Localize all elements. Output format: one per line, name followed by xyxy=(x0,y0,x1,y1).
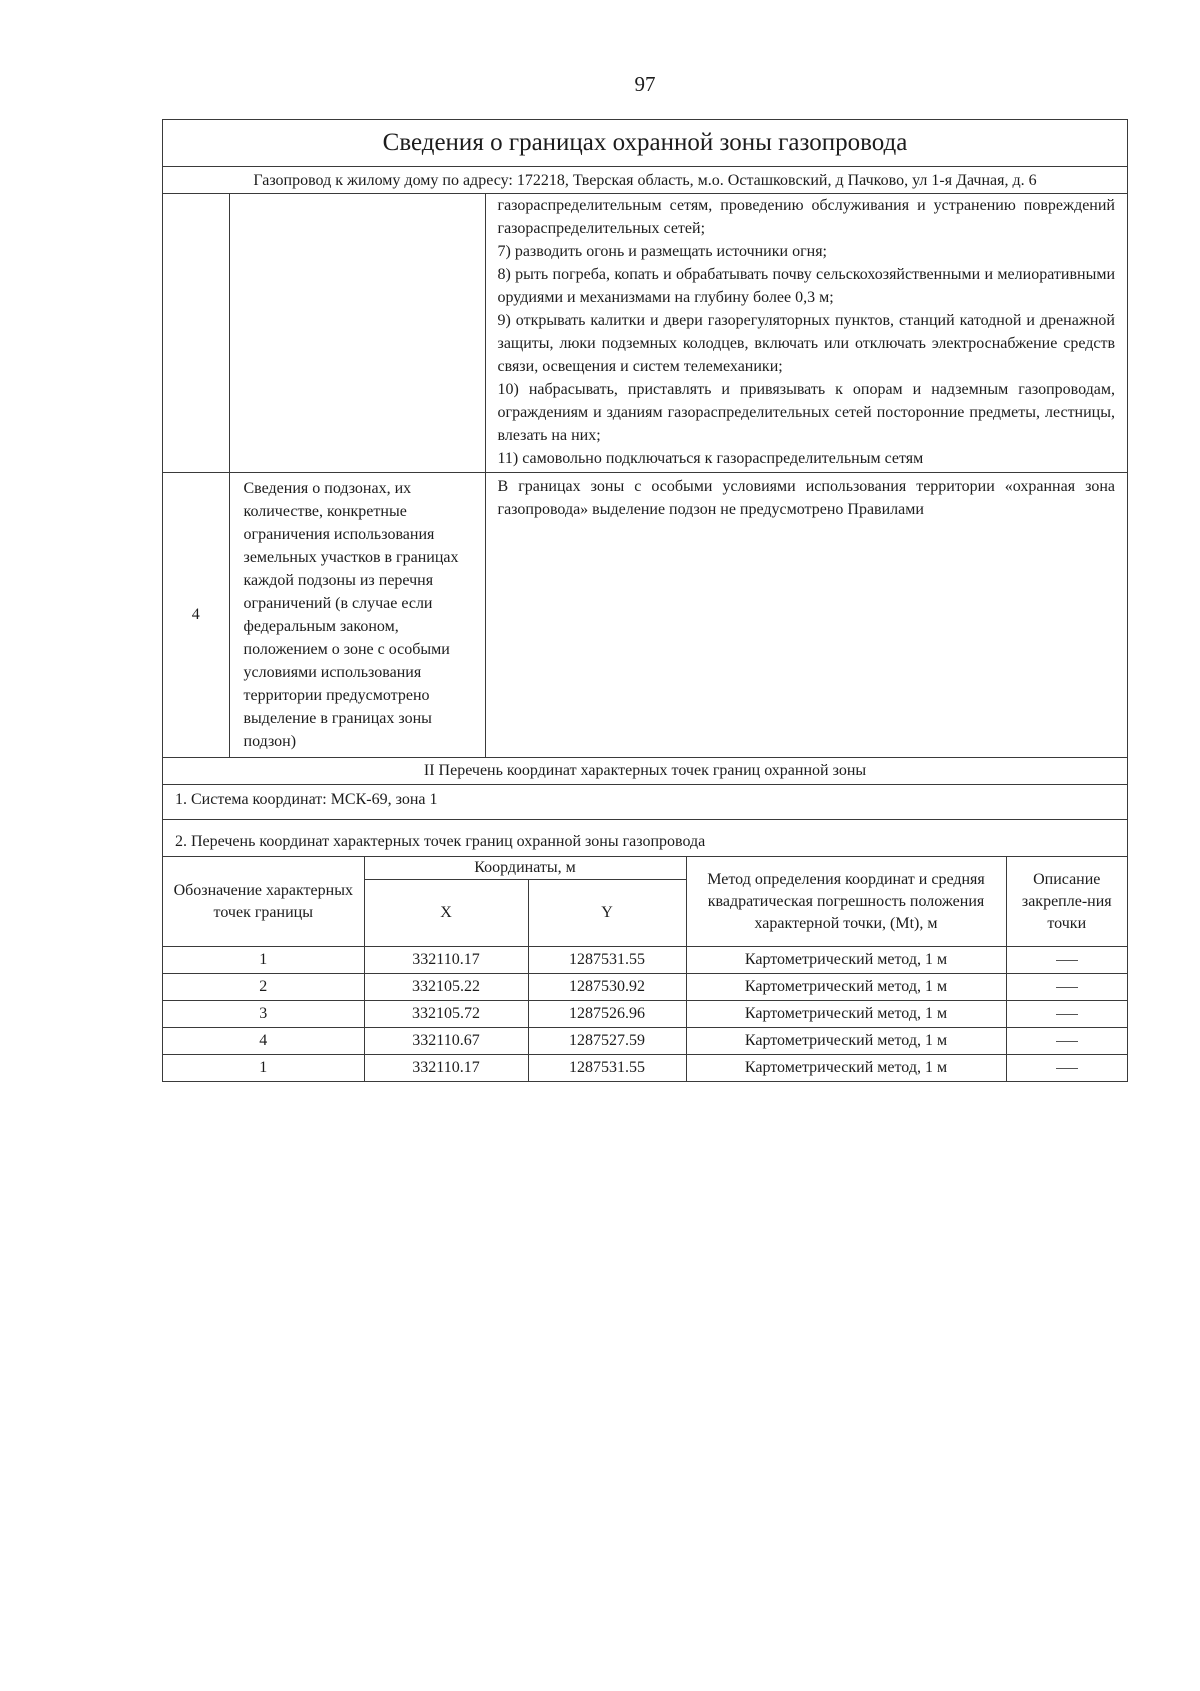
point-designation: 4 xyxy=(163,1028,364,1055)
header-designation: Обозначение характерных точек границы xyxy=(163,857,364,947)
section-title: II Перечень координат характерных точек границ охранной зоны xyxy=(163,758,1127,785)
restriction-line: 10) набрасывать, приставлять и привязывать к опорам и надземным газопроводам, ограждениям и зданиям газораспределительных сетей посторонние предметы, лестницы, влезать на них; xyxy=(497,381,1115,444)
subzones-name-cell xyxy=(229,473,485,758)
subzones-value: В границах зоны с особыми условиями использования территории «охранная зона газопровода» выделение подзон не предусмотрено Правилами xyxy=(497,478,1115,518)
restrictions-row xyxy=(163,194,1127,473)
header-x: X xyxy=(364,880,528,947)
point-fixing-description xyxy=(1006,947,1127,974)
point-fixing-description xyxy=(1006,1028,1127,1055)
coordinate-y: 1287530.92 xyxy=(528,974,686,1001)
restrictions-value-cell xyxy=(485,194,1127,473)
point-fixing-description xyxy=(1006,974,1127,1001)
subzones-name: Сведения о подзонах, их количестве, конкретные ограничения использования земельных участков в границах каждой подзоны из перечня ограничений (в случае если федеральным законом, положением о зоне с особыми условиями использования территории предусмотрено выделение в границах зоны подзон) xyxy=(243,480,459,750)
determination-method: Картометрический метод, 1 м xyxy=(686,974,1006,1001)
point-designation: 1 xyxy=(163,1055,364,1082)
zone-info-table xyxy=(163,194,1127,758)
coordinate-x: 332105.72 xyxy=(364,1001,528,1028)
coordinate-y: 1287531.55 xyxy=(528,1055,686,1082)
restriction-line: 9) открывать калитки и двери газорегуляторных пунктов, станций катодной и дренажной защиты, люки подземных колодцев, включать или отключать электроснабжение средств связи, освещения и систем телемеханики; xyxy=(497,312,1115,375)
header-coordinates: Координаты, м xyxy=(364,857,686,880)
restriction-line: 11) самовольно подключаться к газораспределительным сетям xyxy=(497,450,924,467)
coordinates-table xyxy=(163,857,1127,1081)
point-designation: 3 xyxy=(163,1001,364,1028)
dash-mark xyxy=(1056,987,1078,988)
page-number: 97 xyxy=(634,72,656,96)
subzones-number: 4 xyxy=(163,473,229,758)
coordinate-system: 1. Система координат: МСК-69, зона 1 xyxy=(163,785,1127,820)
subzones-value-cell xyxy=(485,473,1127,758)
restrictions-number-cell xyxy=(163,194,229,473)
coordinate-x: 332110.17 xyxy=(364,1055,528,1082)
point-designation: 2 xyxy=(163,974,364,1001)
coordinate-row xyxy=(163,1001,1127,1028)
coordinate-row xyxy=(163,974,1127,1001)
coordinate-y: 1287526.96 xyxy=(528,1001,686,1028)
restriction-line: 8) рыть погреба, копать и обрабатывать почву сельскохозяйственными и мелиоративными орудиями и механизмами на глубину более 0,3 м; xyxy=(497,266,1115,306)
coordinate-x: 332110.17 xyxy=(364,947,528,974)
header-description: Описание закрепле-ния точки xyxy=(1006,857,1127,947)
point-designation: 1 xyxy=(163,947,364,974)
object-address: Газопровод к жилому дому по адресу: 172218, Тверская область, м.о. Осташковский, д Пачково, ул 1-я Дачная, д. 6 xyxy=(163,167,1127,194)
determination-method: Картометрический метод, 1 м xyxy=(686,1055,1006,1082)
coordinate-y: 1287527.59 xyxy=(528,1028,686,1055)
restriction-line: газораспределительным сетям, проведению обслуживания и устранению повреждений газораспределительных сетей; xyxy=(497,197,1115,237)
coordinate-row xyxy=(163,1055,1127,1082)
header-y: Y xyxy=(528,880,686,947)
coordinate-row xyxy=(163,947,1127,974)
dash-mark xyxy=(1056,1014,1078,1015)
dash-mark xyxy=(1056,1041,1078,1042)
header-method: Метод определения координат и средняя квадратическая погрешность положения характерной точки, (Mt), м xyxy=(686,857,1006,947)
coordinate-x: 332110.67 xyxy=(364,1028,528,1055)
determination-method: Картометрический метод, 1 м xyxy=(686,1028,1006,1055)
dash-mark xyxy=(1056,960,1078,961)
dash-mark xyxy=(1056,1068,1078,1069)
coordinate-x: 332105.22 xyxy=(364,974,528,1001)
point-fixing-description xyxy=(1006,1001,1127,1028)
coordinate-y: 1287531.55 xyxy=(528,947,686,974)
point-fixing-description xyxy=(1006,1055,1127,1082)
determination-method: Картометрический метод, 1 м xyxy=(686,1001,1006,1028)
document-title: Сведения о границах охранной зоны газопровода xyxy=(163,120,1127,167)
restrictions-name-cell xyxy=(229,194,485,473)
restriction-line: 7) разводить огонь и размещать источники огня; xyxy=(497,243,827,260)
coordinate-row xyxy=(163,1028,1127,1055)
subzones-row xyxy=(163,473,1127,758)
coordinates-list-title: 2. Перечень координат характерных точек границ охранной зоны газопровода xyxy=(163,820,1127,857)
determination-method: Картометрический метод, 1 м xyxy=(686,947,1006,974)
document-frame xyxy=(162,119,1128,1082)
